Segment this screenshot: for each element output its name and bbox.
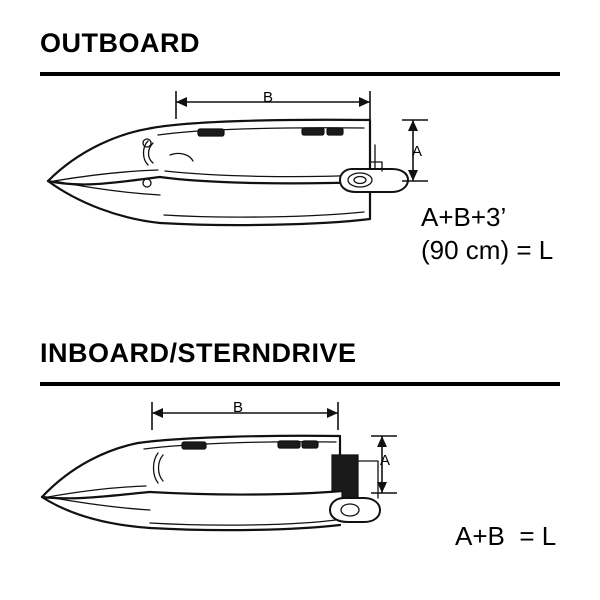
section-divider-outboard xyxy=(40,72,560,76)
section-divider-inboard-sterndrive xyxy=(40,382,560,386)
inboard-dimension-b-label: B xyxy=(232,399,243,416)
inboard-boat-illustration xyxy=(30,395,430,565)
outboard-dimension-a-label: A xyxy=(411,143,422,160)
inboard-formula-line-1: A+B = L xyxy=(455,521,557,551)
section-title-outboard: OUTBOARD xyxy=(40,28,200,58)
outboard-formula-line-2: (90 cm) = L xyxy=(421,235,554,265)
section-title-inboard-sterndrive: INBOARD/STERNDRIVE xyxy=(40,338,357,368)
inboard-dimension-a-label: A xyxy=(379,452,390,469)
outboard-dimension-b-label: B xyxy=(262,89,273,106)
outboard-formula-line-1: A+B+3’ xyxy=(421,202,507,232)
outboard-boat-illustration xyxy=(30,85,450,265)
